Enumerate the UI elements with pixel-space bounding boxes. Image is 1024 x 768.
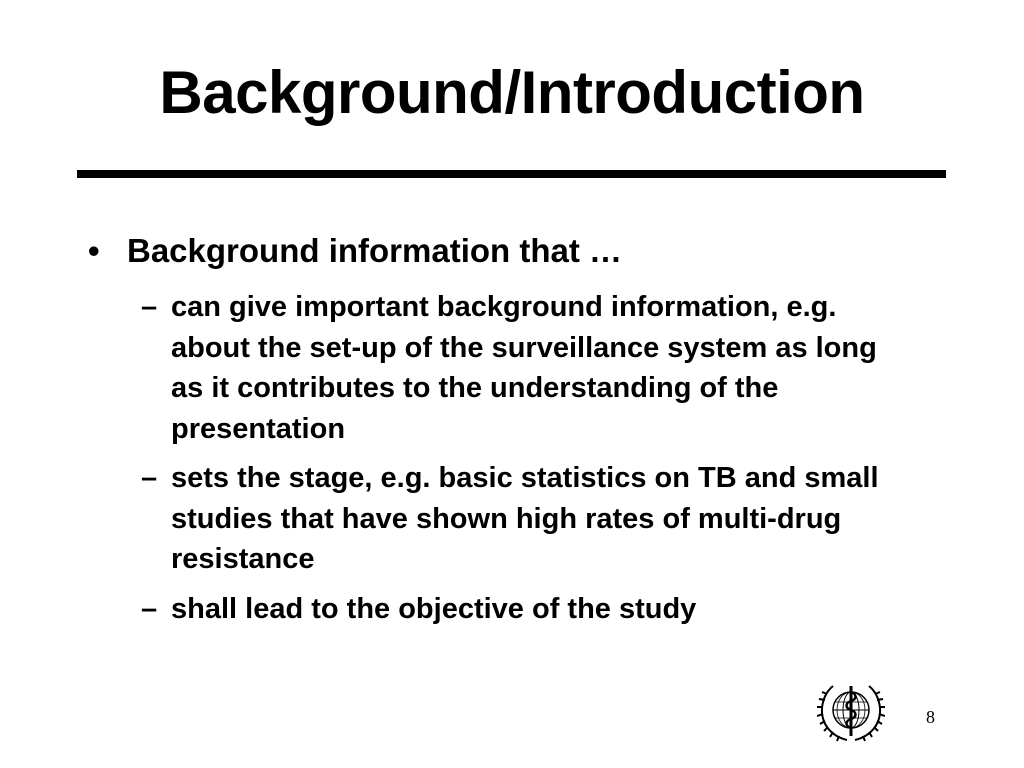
sub-bullet-text: sets the stage, e.g. basic statistics on TB and small studies that have shown high rates of multi-drug resistance: [171, 462, 879, 575]
bullet-marker: •: [88, 232, 100, 269]
sub-bullet-text: can give important background information, e.g. about the set-up of the surveillance system as long as it contributes to the understanding of the presentation: [171, 291, 877, 445]
page-number: 8: [926, 707, 935, 727]
dash-marker: –: [141, 291, 158, 323]
dash-marker: –: [141, 462, 158, 494]
slide-title: Background/Introduction: [159, 59, 865, 126]
who-emblem-icon: [817, 682, 885, 744]
main-bullet-text: Background information that …: [127, 232, 622, 269]
sub-bullet-text: shall lead to the objective of the study: [171, 593, 697, 625]
title-divider: [77, 170, 946, 178]
dash-marker: –: [141, 593, 158, 625]
